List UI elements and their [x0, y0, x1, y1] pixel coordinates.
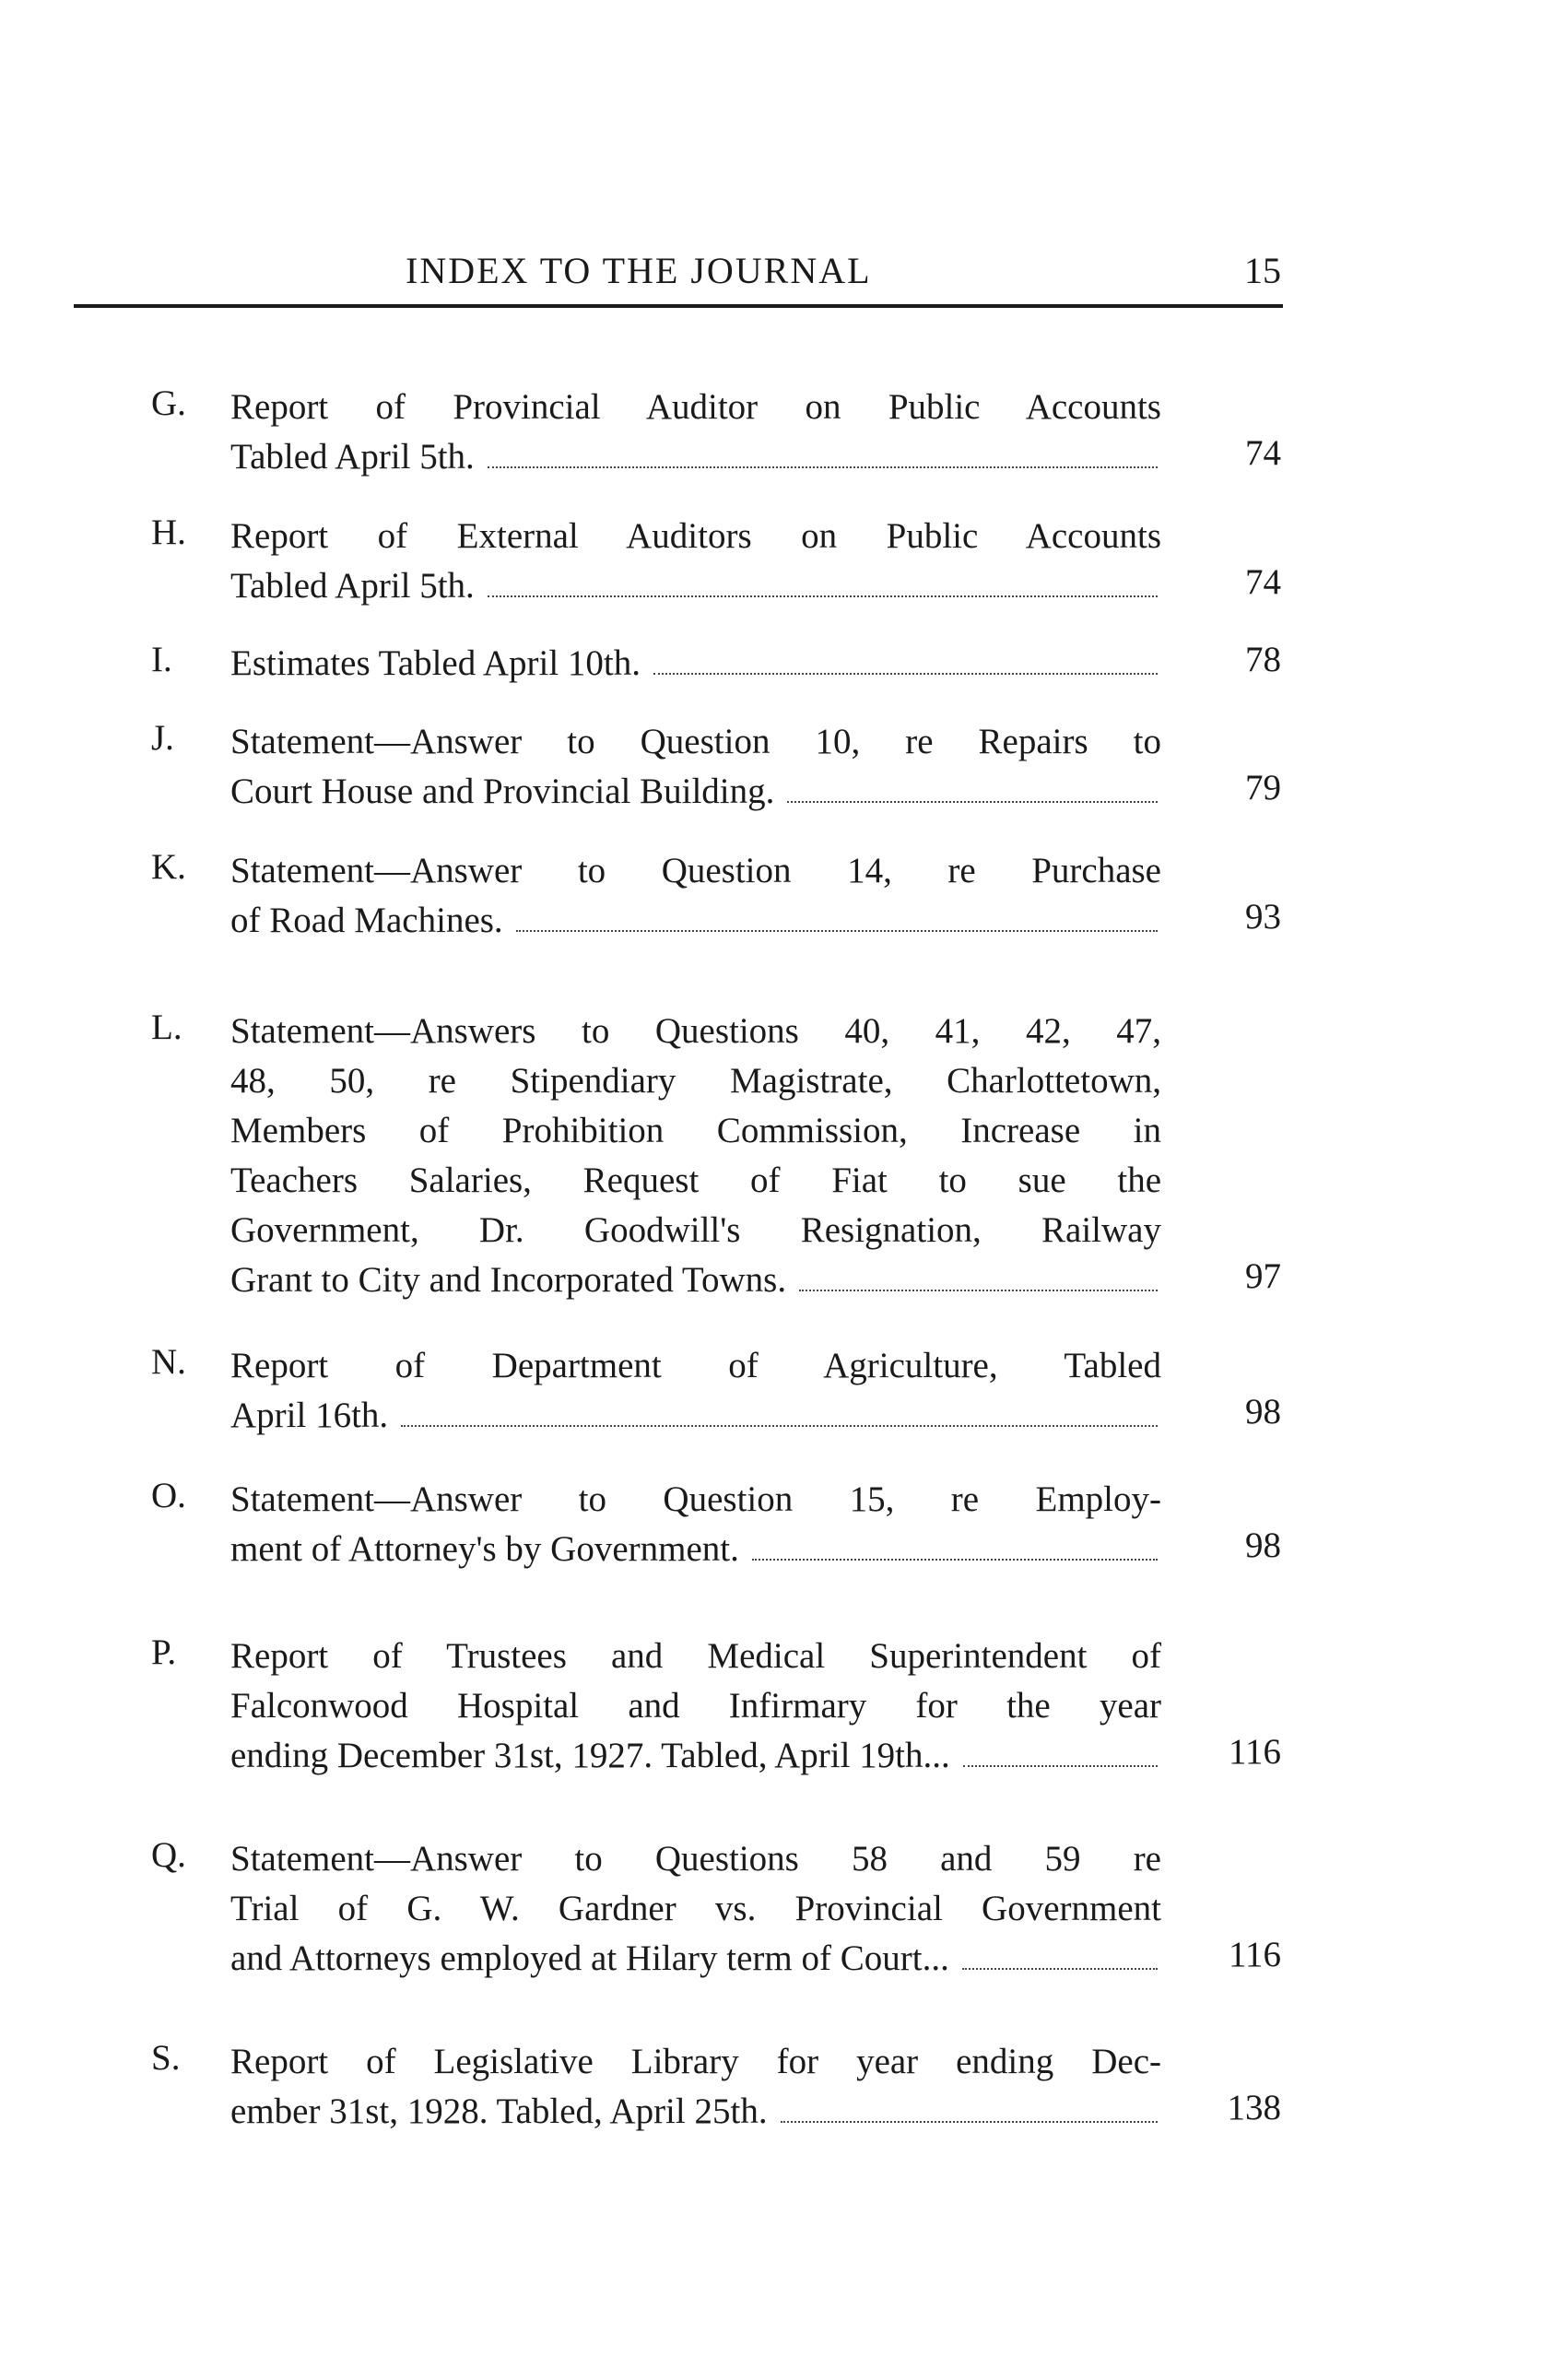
entry-line: Statement—Answer to Questions 58 and 59 re — [230, 1839, 1161, 1879]
entry-text — [230, 639, 1161, 689]
entry-line: Trial of G. W. Gardner vs. Provincial Government — [230, 1889, 1161, 1928]
entry-line: Statement—Answer to Question 10, re Repairs to — [230, 722, 1161, 761]
entry-line-text: ending December 31st, 1927. Tabled, April 19th... — [230, 1736, 950, 1775]
entry-line: Falconwood Hospital and Infirmary for the year — [230, 1686, 1161, 1726]
entry-text — [230, 1341, 1161, 1441]
entry-letter: J. — [151, 718, 174, 758]
dot-leader — [787, 801, 1158, 803]
entry-line: Report of External Auditors on Public Accounts — [230, 516, 1161, 556]
entry-letter: L. — [151, 1007, 182, 1047]
entry-line-text: Tabled April 5th. — [230, 566, 475, 606]
page-number: 15 — [1244, 250, 1281, 291]
entry-page-number: 93 — [1245, 897, 1281, 937]
entry-line-last — [230, 1391, 1161, 1441]
entry-letter: G. — [151, 383, 186, 423]
entry-letter: P. — [151, 1632, 177, 1672]
entry-page-number: 74 — [1245, 562, 1281, 602]
entry-letter: O. — [151, 1476, 186, 1515]
entry-page-number: 79 — [1245, 768, 1281, 807]
entry-line: Report of Legislative Library for year ending Dec- — [230, 2042, 1161, 2081]
entry-line-text: Grant to City and Incorporated Towns. — [230, 1260, 787, 1300]
entry-line-last — [230, 1255, 1161, 1305]
dot-leader — [653, 673, 1158, 675]
entry-line-last — [230, 896, 1161, 946]
page-header — [76, 235, 1281, 300]
header-rule — [74, 304, 1283, 308]
entry-page-number: 98 — [1245, 1392, 1281, 1432]
entry-line: Statement—Answer to Question 15, re Employ- — [230, 1479, 1161, 1519]
entry-text — [230, 1632, 1161, 1781]
entry-line-text: Estimates Tabled April 10th. — [230, 643, 641, 683]
entry-line: Report of Trustees and Medical Superintendent of — [230, 1636, 1161, 1676]
entry-line-last — [230, 639, 1161, 689]
entry-text — [230, 2037, 1161, 2137]
entry-line: Teachers Salaries, Request of Fiat to sue the — [230, 1161, 1161, 1200]
entry-text — [230, 1475, 1161, 1574]
entry-page-number: 138 — [1227, 2088, 1281, 2127]
entry-line-text: ment of Attorney's by Government. — [230, 1529, 739, 1569]
dot-leader — [962, 1968, 1158, 1970]
entry-line-text: April 16th. — [230, 1396, 389, 1435]
entry-line: Report of Provincial Auditor on Public Accounts — [230, 387, 1161, 427]
entry-page-number: 98 — [1245, 1526, 1281, 1565]
dot-leader — [401, 1425, 1158, 1427]
dot-leader — [799, 1290, 1158, 1291]
entry-text — [230, 512, 1161, 611]
entry-line-last — [230, 432, 1161, 482]
entry-text — [230, 1007, 1161, 1305]
entry-line-last — [230, 2087, 1161, 2137]
entry-line-text: ember 31st, 1928. Tabled, April 25th. — [230, 2091, 768, 2131]
entry-line: Government, Dr. Goodwill's Resignation, Railway — [230, 1210, 1161, 1250]
entry-line-text: and Attorneys employed at Hilary term of Court... — [230, 1938, 949, 1978]
dot-leader — [781, 2121, 1158, 2123]
entry-line-text: Court House and Provincial Building. — [230, 772, 775, 811]
entry-text — [230, 846, 1161, 946]
entry-letter: Q. — [151, 1835, 186, 1875]
entry-line-last — [230, 1731, 1161, 1781]
entry-line: 48, 50, re Stipendiary Magistrate, Charlottetown, — [230, 1061, 1161, 1101]
dot-leader — [516, 930, 1158, 932]
entry-line-last — [230, 561, 1161, 611]
entry-line: Statement—Answers to Questions 40, 41, 42, 47, — [230, 1011, 1161, 1051]
entry-line: Report of Department of Agriculture, Tabled — [230, 1346, 1161, 1385]
entry-text — [230, 717, 1161, 817]
dot-leader — [488, 466, 1158, 468]
entry-text — [230, 1834, 1161, 1984]
entry-page-number: 97 — [1245, 1256, 1281, 1296]
entry-page-number: 116 — [1228, 1935, 1281, 1974]
entry-line-last — [230, 1525, 1161, 1574]
entry-line-text: of Road Machines. — [230, 901, 503, 940]
dot-leader — [963, 1765, 1158, 1767]
entry-line-last — [230, 767, 1161, 817]
entry-line: Members of Prohibition Commission, Increase in — [230, 1111, 1161, 1150]
entry-page-number: 74 — [1245, 433, 1281, 473]
entry-letter: H. — [151, 513, 186, 552]
entry-letter: I. — [151, 640, 172, 679]
dot-leader — [752, 1559, 1158, 1561]
entry-letter: K. — [151, 847, 186, 887]
entry-page-number: 78 — [1245, 640, 1281, 679]
dot-leader — [488, 595, 1158, 597]
entry-line-text: Tabled April 5th. — [230, 437, 475, 477]
entry-line: Statement—Answer to Question 14, re Purchase — [230, 851, 1161, 890]
entry-letter: S. — [151, 2038, 181, 2078]
entry-page-number: 116 — [1228, 1732, 1281, 1772]
entry-text — [230, 383, 1161, 482]
entry-line-last — [230, 1934, 1161, 1984]
page-title: INDEX TO THE JOURNAL — [406, 250, 872, 291]
entry-letter: N. — [151, 1342, 186, 1382]
